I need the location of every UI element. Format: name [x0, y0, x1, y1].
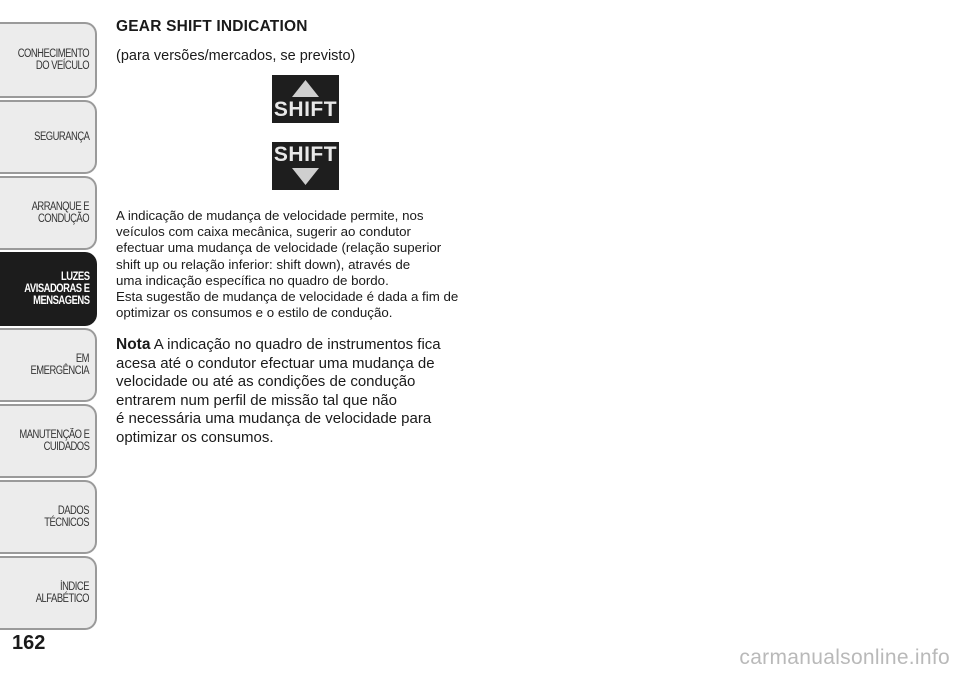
- tab-luzes-avisadoras-e-mensagens[interactable]: LUZES AVISADORAS E MENSAGENS: [0, 252, 97, 326]
- shift-up-label: SHIFT: [273, 98, 338, 121]
- description-line: uma indicação específica no quadro de bordo.: [116, 272, 389, 288]
- description-line: efectuar uma mudança de velocidade (relação superior: [116, 240, 442, 256]
- description-line: veículos com caixa mecânica, sugerir ao condutor: [116, 224, 411, 240]
- tab-indice-alfabetico[interactable]: ÍNDICE ALFABÉTICO: [0, 556, 97, 630]
- description-line: Esta sugestão de mudança de velocidade é dada a fim de: [116, 289, 459, 305]
- shift-down-label: SHIFT: [273, 143, 338, 166]
- section-title: GEAR SHIFT INDICATION: [116, 18, 308, 35]
- tab-manutencao-e-cuidados[interactable]: MANUTENÇÃO E CUIDADOS: [0, 404, 97, 478]
- note-line: entrarem num perfil de missão tal que não: [116, 391, 397, 409]
- watermark: carmanualsonline.info: [739, 646, 950, 669]
- tab-arranque-e-conducao[interactable]: ARRANQUE E CONDUÇÃO: [0, 176, 97, 250]
- tab-seguranca[interactable]: SEGURANÇA: [0, 100, 97, 174]
- tab-dados-tecnicos[interactable]: DADOS TÉCNICOS: [0, 480, 97, 554]
- tab-em-emergencia[interactable]: EM EMERGÊNCIA: [0, 328, 97, 402]
- note-block: [116, 336, 506, 447]
- note-line: é necessária uma mudança de velocidade para: [116, 410, 432, 427]
- description-line: A indicação de mudança de velocidade permite, nos: [116, 208, 424, 223]
- description-line: optimizar os consumos e o estilo de condução.: [116, 305, 393, 321]
- note-line: Nota A indicação no quadro de instrumentos fica: [116, 336, 441, 353]
- page-number: 162: [12, 632, 46, 654]
- section-subtitle: (para versões/mercados, se previsto): [116, 48, 356, 64]
- note-line: optimizar os consumos.: [116, 428, 274, 446]
- tab-conhecimento-do-veiculo[interactable]: CONHECIMENTO DO VEÍCULO: [0, 22, 97, 98]
- shift-down-icon: [272, 142, 339, 190]
- description-line: shift up ou relação inferior: shift down), através de: [116, 256, 411, 272]
- note-line: acesa até o condutor efectuar uma mudança de: [116, 354, 435, 372]
- shift-up-icon: [272, 75, 339, 123]
- description-text: [116, 208, 506, 321]
- note-label: Nota: [116, 336, 151, 353]
- note-line: velocidade ou até as condições de condução: [116, 373, 416, 390]
